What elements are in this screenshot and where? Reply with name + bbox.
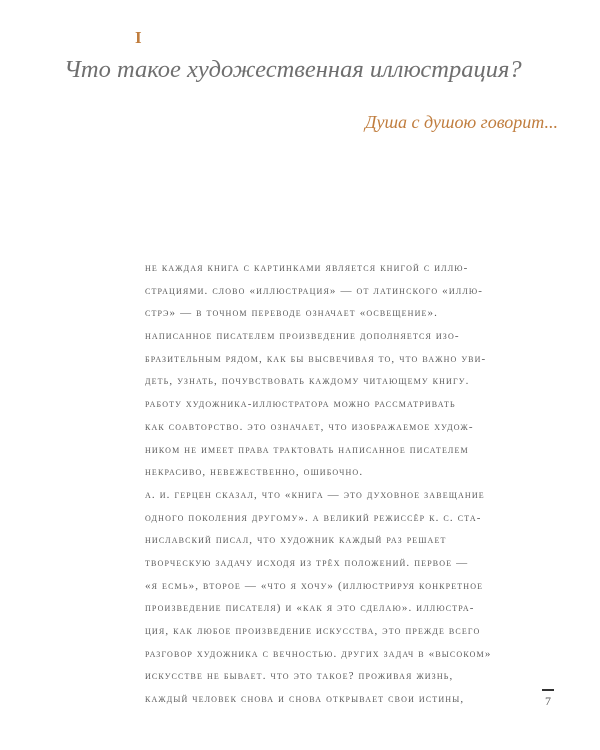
- body-line: не каждая книга с картинками является книгой с иллю-: [145, 262, 469, 274]
- chapter-title: Что такое художественная иллюстрация?: [64, 56, 522, 83]
- epigraph: Душа с душою говорит...: [365, 112, 558, 132]
- body-line: ником не имеет права трактовать написанное писателем: [145, 443, 469, 456]
- body-line: ниславский писал, что художник каждый раз решает: [145, 534, 447, 547]
- page-number: 7: [545, 694, 551, 708]
- body-line: «я есмь», второе — «что я хочу» (иллюстрируя конкретное: [145, 579, 484, 592]
- chapter-number: I: [135, 28, 143, 47]
- body-line: каждый человек снова и снова открывает свои истины,: [145, 693, 465, 706]
- body-line: искусстве не бывает. что это такое? проживая жизнь,: [145, 670, 454, 683]
- body-line: произведение писателя) и «как я это сделаю». иллюстра-: [145, 602, 475, 615]
- body-line: написанное писателем произведение дополняется изо-: [145, 330, 460, 343]
- body-line: деть, узнать, почувствовать каждому читающему книгу.: [145, 375, 470, 388]
- body-line: ция, как любое произведение искусства, это прежде всего: [145, 625, 481, 637]
- body-line: бразительным рядом, как бы высвечивая то, что важно уви-: [145, 352, 487, 365]
- body-line: некрасиво, невежественно, ошибочно.: [145, 466, 364, 479]
- page-number-marker: [542, 689, 554, 691]
- body-text: [145, 257, 565, 711]
- body-line: как соавторство. это означает, что изображаемое худож-: [145, 420, 474, 433]
- body-line: стрэ» — в точном переводе означает «освещение».: [145, 307, 439, 320]
- body-line: одного поколения другому». а великий режиссёр к. с. ста-: [145, 511, 482, 524]
- body-line: страциями. слово «иллюстрация» — от латинского «иллю-: [145, 284, 484, 297]
- body-line: творческую задачу исходя из трёх положений. первое —: [145, 556, 469, 569]
- body-line: разговор художника с вечностью. других задач в «высоком»: [145, 647, 492, 660]
- body-line: работу художника-иллюстратора можно рассматривать: [145, 398, 456, 411]
- body-line: а. и. герцен сказал, что «книга — это духовное завещание: [145, 488, 485, 501]
